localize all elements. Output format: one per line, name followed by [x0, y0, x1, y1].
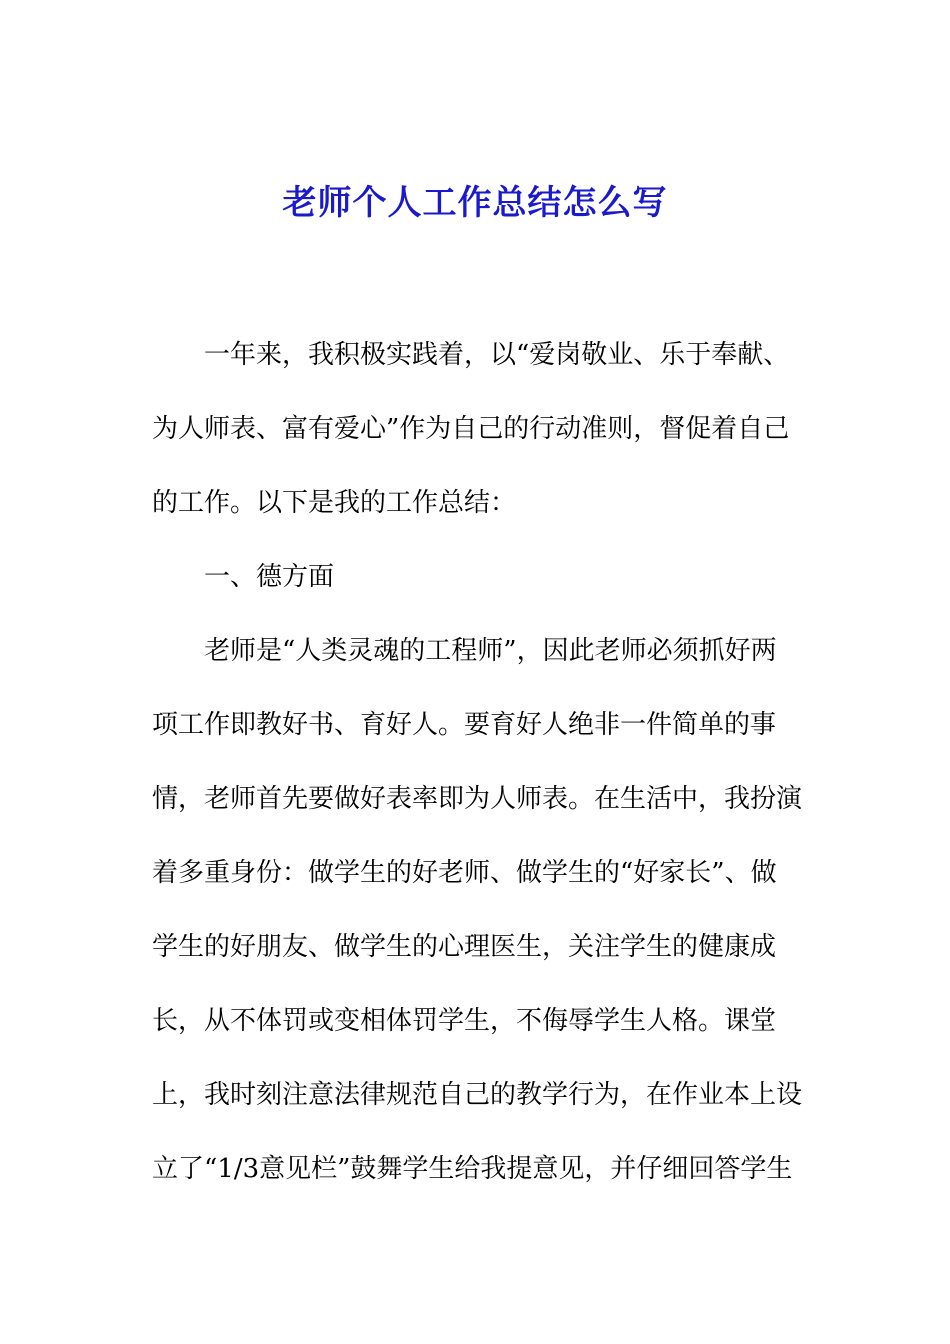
- paragraph-line: 老师是“人类灵魂的工程师”，因此老师必须抓好两: [204, 636, 777, 666]
- section-heading: 一、德方面: [204, 562, 335, 592]
- document-body: [152, 330, 812, 1218]
- paragraph-line: 学生的好朋友、做学生的心理医生，关注学生的健康成: [152, 932, 777, 962]
- paragraph-line: 长，从不体罚或变相体罚学生，不侮辱学生人格。课堂: [152, 1006, 777, 1036]
- paragraph-line: 立了“1/3意见栏”鼓舞学生给我提意见，并仔细回答学生: [152, 1154, 793, 1184]
- paragraph-line: 的工作。以下是我的工作总结：: [152, 488, 517, 518]
- paragraph-line: 着多重身份：做学生的好老师、做学生的“好家长”、做: [152, 858, 777, 888]
- paragraph-line: 为人师表、富有爱心”作为自己的行动准则，督促着自己: [152, 414, 790, 444]
- document-title: 老师个人工作总结怎么写: [282, 183, 668, 223]
- paragraph-line: 一年来，我积极实践着，以“爱岗敬业、乐于奉献、: [204, 340, 790, 370]
- paragraph-line: 项工作即教好书、育好人。要育好人绝非一件简单的事: [152, 710, 777, 740]
- paragraph-line: 上，我时刻注意法律规范自己的教学行为，在作业本上设: [152, 1080, 803, 1110]
- paragraph-line: 情，老师首先要做好表率即为人师表。在生活中，我扮演: [152, 784, 803, 814]
